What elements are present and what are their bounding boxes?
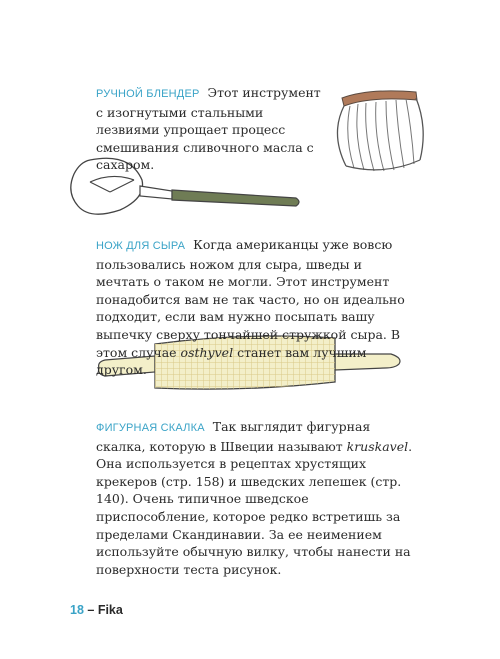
- page-number: 18: [70, 603, 84, 617]
- entry-text: Этот инструмент с изогнутыми стальными лезвиями упрощает процесс смешивания сливочного масла с сахаром.: [96, 85, 321, 173]
- entry-text: Когда американцы уже вовсю пользовались ножом для сыра, шведы и мечтать о таком не могли. Этот инструмент понадобится вам не так часто, но он идеально подходит, если вам нужно посыпать вашу выпечку сверху тончайшей стружкой сыра. В этом случае: [96, 237, 405, 360]
- entry-italic-term: kruskavel: [346, 438, 409, 454]
- entry-term: ФИГУРНАЯ СКАЛКА: [96, 422, 205, 434]
- pastry-blender-illustration: [324, 76, 436, 180]
- footer-separator: –: [87, 603, 95, 617]
- entry-term: НОЖ ДЛЯ СЫРА: [96, 240, 186, 252]
- entry-term: РУЧНОЙ БЛЕНДЕР: [96, 88, 200, 100]
- entry-text: Так выглядит фигурная скалка, которую в Швеции называют: [96, 419, 371, 454]
- pastry-blender-entry: [96, 84, 328, 174]
- book-title: Fika: [97, 603, 123, 617]
- entry-italic-term: osthyvel: [180, 344, 234, 360]
- entry-text-end: . Она используется в рецептах хрустящих крекеров (стр. 158) и шведских лепешек (стр. 140). Очень типичное шведское приспособление, которое редко встретишь за пределами Скандинавии. За ее неимением используйте обычную вилку, чтобы нанести на поверхности теста рисунок.: [96, 438, 413, 577]
- page-footer: [70, 603, 123, 617]
- entry-text-end: станет вам лучшим другом.: [96, 344, 367, 378]
- rolling-pin-entry: [96, 418, 414, 578]
- cheese-slicer-entry: [96, 236, 416, 379]
